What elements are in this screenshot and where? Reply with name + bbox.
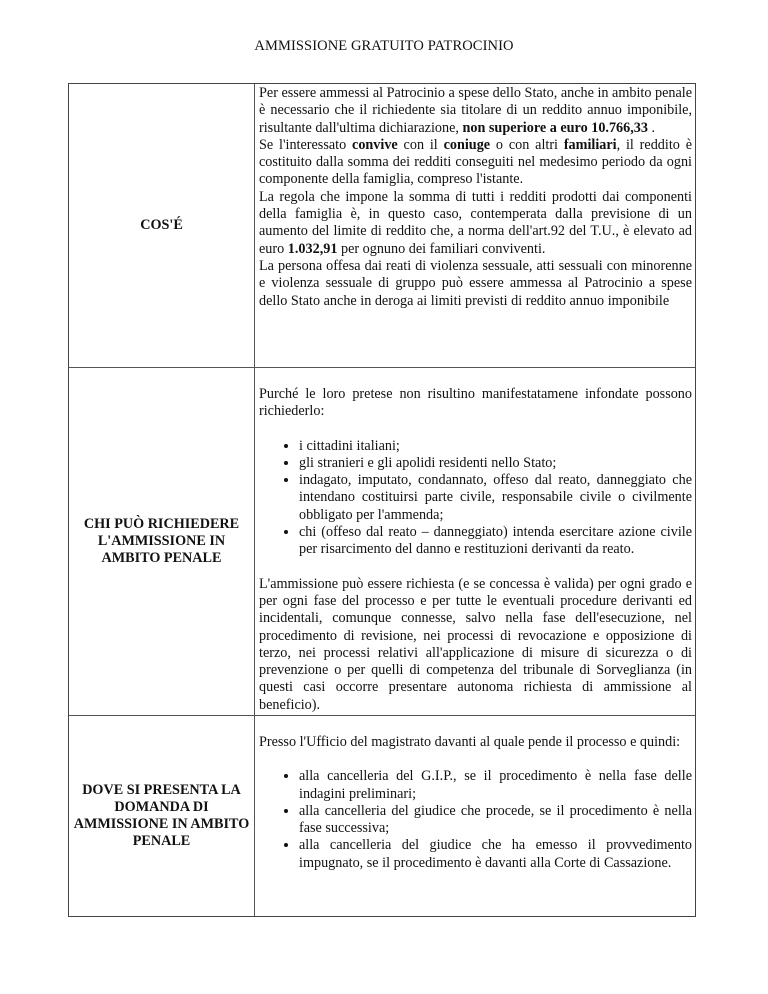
- bold-run: 1.032,91: [287, 240, 338, 257]
- list-item: • gli stranieri e gli apolidi residenti nello Stato;: [299, 455, 692, 472]
- text-run: per ognuno dei familiari conviventi.: [337, 240, 546, 257]
- intro-text: Presso l'Ufficio del magistrato davanti al quale pende il processo e quindi:: [259, 734, 681, 750]
- table-row: [69, 84, 695, 367]
- table-row: [69, 367, 695, 715]
- paragraph-limite: [259, 189, 692, 258]
- bold-run: non superiore a euro 10.766,33: [462, 119, 648, 136]
- text-run: La regola che impone la somma di tutti i redditi prodotti dai componenti della famiglia è, in questo caso, contemperata dalla previsione di un aumento del limite di reddito che, a norma dell'art.92 del T.U., è elevato ad euro: [259, 188, 692, 257]
- list-item: • alla cancelleria del giudice che procede, se il procedimento è nella fase successiva;: [299, 803, 692, 838]
- list-item: • indagato, imputato, condannato, offeso dal reato, danneggiato che intendano costituirsi parte civile, responsabile civile o civilmente obbligato per l'ammenda;: [299, 472, 692, 524]
- bullet-list: [259, 438, 692, 559]
- list-item: • chi (offeso dal reato – danneggiato) intenda esercitare azione civile per risarcimento del danno e restituzioni derivanti da reato.: [299, 524, 692, 559]
- outro-text: L'ammissione può essere richiesta (e se concessa è valida) per ogni grado e per ogni fase del processo e per tutte le eventuali procedure derivanti ed incidentali, comunque connesse, salvo nella fase dell'esecuzione, nel procedimento di revisione, nei processi di revocazione e opposizione di terzo, nei processi relativi all'applicazione di misure di sicurezza o di prevenzione o per quelli di competenza del tribunale di Sorveglianza (in questi casi occorre presentare autonoma richiesta di ammissione al beneficio).: [259, 575, 692, 713]
- list-item: • i cittadini italiani;: [299, 438, 692, 455]
- bullet-list: [259, 768, 692, 872]
- text-run: con il: [397, 136, 444, 153]
- bold-run: coniuge: [443, 136, 491, 153]
- text-run: La persona offesa dai reati di violenza sessuale, atti sessuali con minorenne e violenza sessuale di gruppo può essere ammessa al Patrocinio a spese dello Stato anche in deroga ai limiti previsti di reddito annuo imponibile: [259, 257, 692, 309]
- text-run: o con altri: [490, 136, 564, 153]
- row-label: CHI PUÒ RICHIEDERE L'AMMISSIONE IN AMBITO PENALE: [69, 368, 255, 715]
- paragraph-requisiti: [259, 85, 692, 137]
- text-run: Per essere ammessi al Patrocinio a spese dello Stato, anche in ambito penale è necessario che il richiedente sia titolare di un reddito annuo imponibile, risultante dall'ultima dichiarazione,: [259, 85, 692, 136]
- row-label: DOVE SI PRESENTA LA DOMANDA DI AMMISSIONE IN AMBITO PENALE: [69, 716, 255, 916]
- row-content: [255, 368, 695, 715]
- text-run: .: [647, 119, 656, 136]
- bold-run: familiari: [563, 136, 617, 153]
- text-run: , il reddito è costituito dalla somma dei redditi conseguiti nel medesimo periodo da ogni componente della famiglia, compreso l'istante.: [259, 136, 692, 188]
- bold-run: convive: [352, 136, 398, 153]
- paragraph-convivenza: [259, 137, 692, 189]
- row-content: [255, 716, 695, 916]
- row-label: COS'É: [69, 84, 255, 367]
- row-content: [255, 84, 695, 367]
- table-row: [69, 715, 695, 916]
- text-run: Se l'interessato: [259, 136, 353, 153]
- info-table: [68, 83, 696, 917]
- document-title: AMMISSIONE GRATUITO PATROCINIO: [254, 38, 514, 54]
- list-item: • alla cancelleria del G.I.P., se il procedimento è nella fase delle indagini preliminari;: [299, 768, 692, 803]
- paragraph-deroga: [259, 258, 692, 310]
- list-item: • alla cancelleria del giudice che ha emesso il provvedimento impugnato, se il procedimento è davanti alla Corte di Cassazione.: [299, 837, 692, 872]
- intro-text: Purché le loro pretese non risultino manifestatamene infondate possono richiederlo:: [259, 386, 692, 420]
